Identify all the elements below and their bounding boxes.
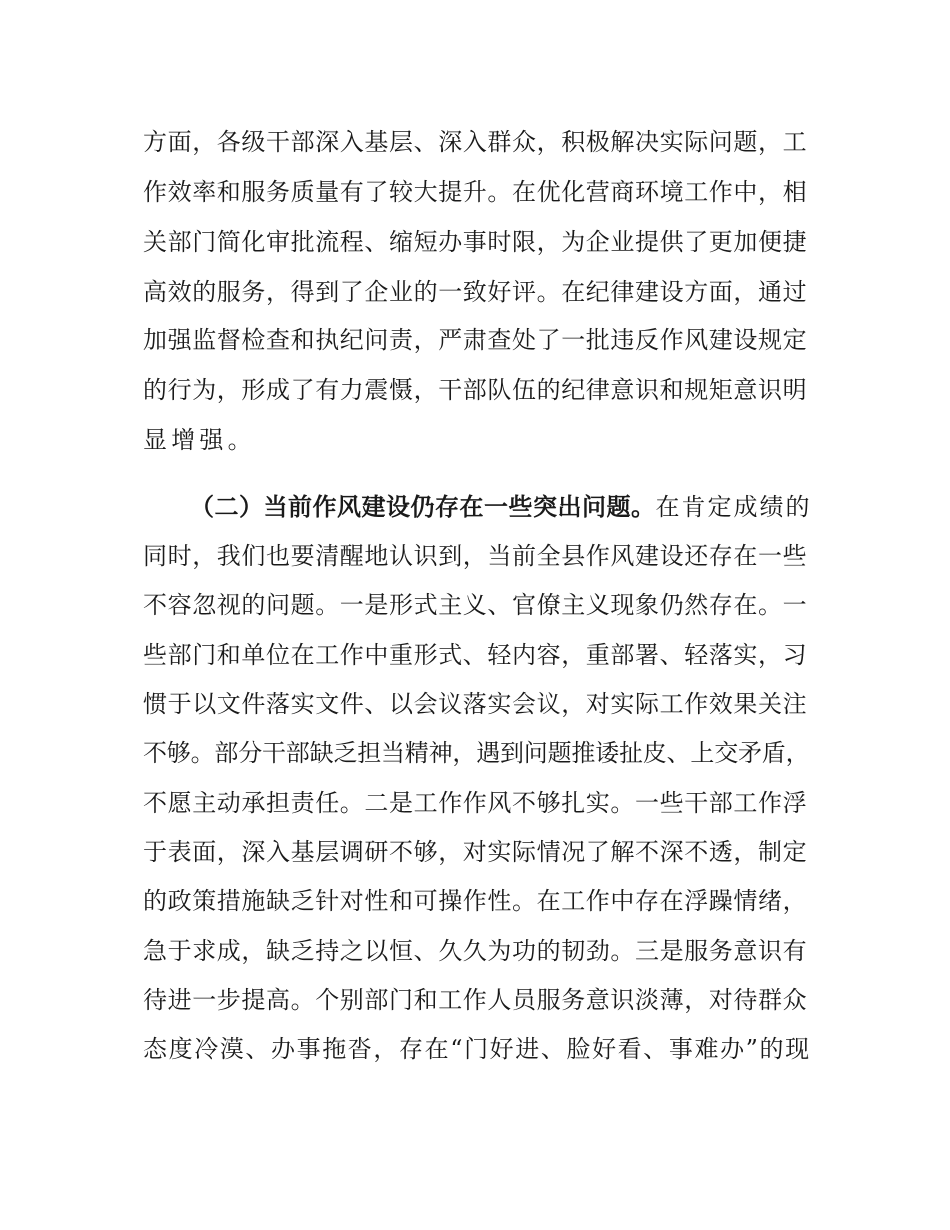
paragraph-2-line: 同时，我们也要清醒地认识到，当前全县作风建设还存在一些 <box>143 542 808 570</box>
paragraph-2-line: 态度冷漠、办事拖沓，存在“门好进、脸好看、事难办”的现 <box>143 1035 811 1063</box>
paragraph-2-line: 不容忽视的问题。一是形式主义、官僚主义现象仍然存在。一 <box>143 591 808 619</box>
paragraph-1-line: 关部门简化审批流程、缩短办事时限，为企业提供了更加便捷 <box>143 228 808 256</box>
paragraph-2-line: 于表面，深入基层调研不够，对实际情况了解不深不透，制定 <box>143 838 808 866</box>
paragraph-2-first-line <box>190 492 812 522</box>
paragraph-2-line: 不够。部分干部缺乏担当精神，遇到问题推诿扯皮、上交矛盾， <box>143 739 810 767</box>
paragraph-2-line: 待进一步提高。个别部门和工作人员服务意识淡薄，对待群众 <box>143 986 808 1014</box>
paragraph-2-line: 急于求成，缺乏持之以恒、久久为功的韧劲。三是服务意识有 <box>143 937 808 965</box>
paragraph-1-line: 高效的服务，得到了企业的一致好评。在纪律建设方面，通过 <box>143 278 808 306</box>
paragraph-2-line: 惯于以文件落实文件、以会议落实会议，对实际工作效果关注 <box>143 690 808 718</box>
paragraph-2-line: 的政策措施缺乏针对性和可操作性。在工作中存在浮躁情绪， <box>143 887 808 915</box>
paragraph-1-line: 作效率和服务质量有了较大提升。在优化营商环境工作中，相 <box>143 178 808 206</box>
paragraph-1-line: 的行为，形成了有力震慑，干部队伍的纪律意识和规矩意识明 <box>143 376 808 404</box>
paragraph-1-line: 加强监督检查和执纪问责，严肃查处了一批违反作风建设规定 <box>143 326 808 354</box>
paragraph-2-line: 不愿主动承担责任。二是工作作风不够扎实。一些干部工作浮 <box>143 789 808 817</box>
paragraph-1-line: 方面，各级干部深入基层、深入群众，积极解决实际问题，工 <box>143 128 808 156</box>
section-heading: （二）当前作风建设仍存在一些突出问题。 <box>190 493 656 521</box>
paragraph-2-line: 些部门和单位在工作中重形式、轻内容，重部署、轻落实，习 <box>143 641 808 669</box>
paragraph-2-first-line-text: 在肯定成绩的 <box>655 493 812 521</box>
paragraph-1-line: 显增强。 <box>143 426 256 454</box>
